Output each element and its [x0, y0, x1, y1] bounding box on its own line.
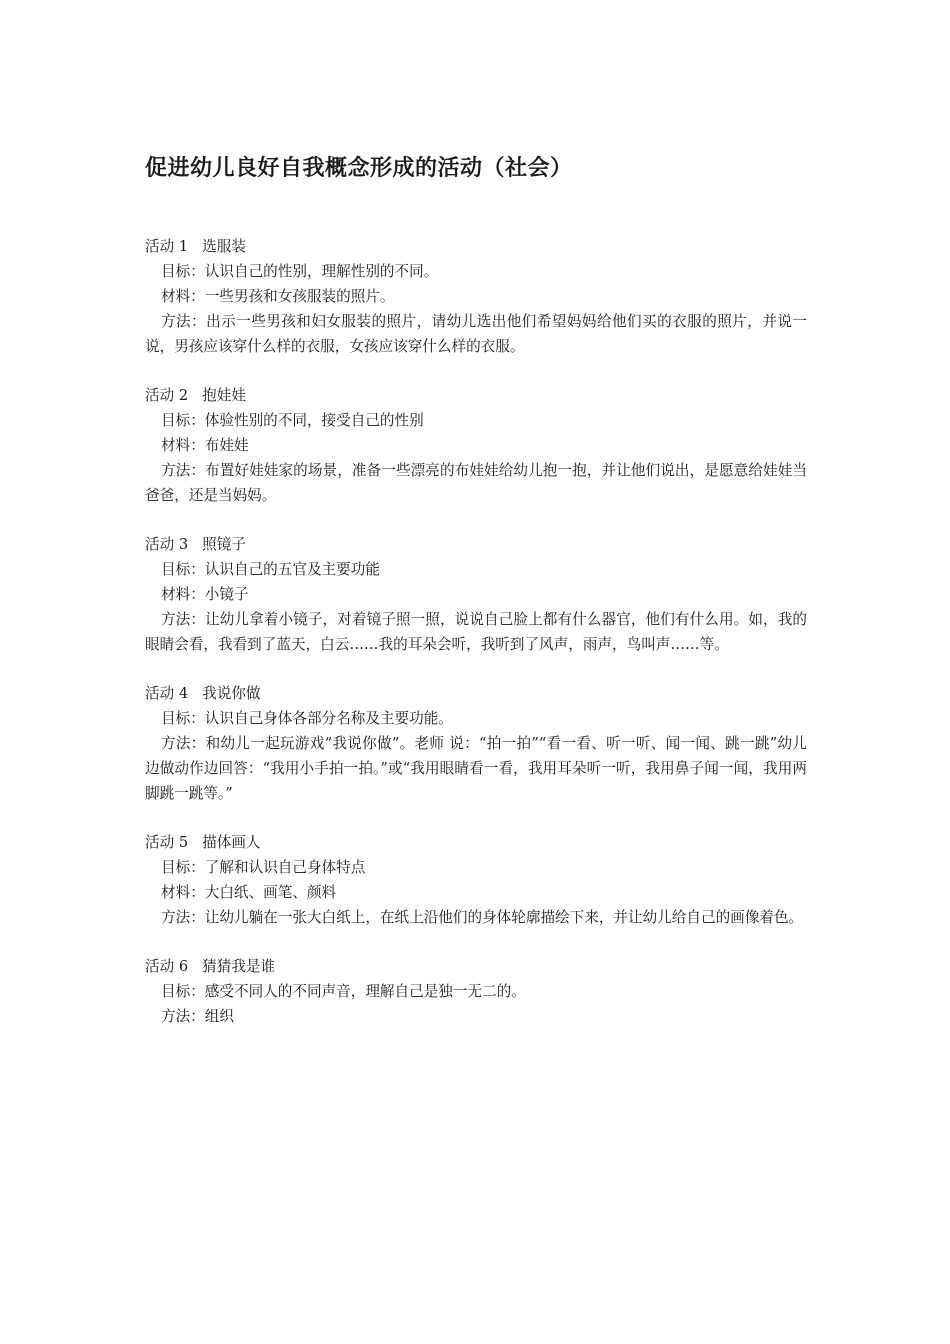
activity-list: [145, 234, 807, 1053]
activity-material: 材料：一些男孩和女孩服装的照片。: [161, 288, 395, 305]
activity-2: [145, 383, 807, 508]
activity-goal: 目标：了解和认识自己身体特点: [161, 859, 366, 876]
activity-heading: [145, 383, 807, 408]
activity-goal: 目标：体验性别的不同，接受自己的性别: [161, 412, 424, 429]
activity-method: 方法：组织: [161, 1008, 234, 1025]
activity-method: 方法：出示一些男孩和妇女服装的照片，请幼儿选出他们希望妈妈给他们买的衣服的照片，并说一说，男孩应该穿什么样的衣服，女孩应该穿什么样的衣服。: [145, 313, 807, 355]
activity-heading: [145, 234, 807, 259]
activity-name: 选服装: [202, 238, 246, 255]
activity-number: 活动 3: [145, 536, 189, 553]
activity-heading: [145, 532, 807, 557]
activity-heading: [145, 830, 807, 855]
activity-heading: [145, 681, 807, 706]
activity-name: 抱娃娃: [202, 387, 246, 404]
activity-heading: [145, 954, 807, 979]
activity-method: 方法：布置好娃娃家的场景，准备一些漂亮的布娃娃给幼儿抱一抱，并让他们说出，是愿意给娃娃当爸爸，还是当妈妈。: [145, 462, 807, 504]
activity-method: 方法：让幼儿躺在一张大白纸上，在纸上沿他们的身体轮廓描绘下来，并让幼儿给自己的画像着色。: [161, 909, 804, 926]
activity-goal: 目标：认识自己身体各部分名称及主要功能。: [161, 710, 453, 727]
activity-method: 方法：和幼儿一起玩游戏“我说你做”。老师 说：“拍一拍”“看一看、听一听、闻一闻、跳一跳”幼儿边做动作边回答：“我用小手拍一拍。”或“我用眼睛看一看，我用耳朵听一听，我用鼻子闻一闻，我用两脚跳一跳等。”: [145, 735, 807, 802]
activity-3: [145, 532, 807, 657]
activity-material: 材料：大白纸、画笔、颜料: [161, 884, 337, 901]
activity-number: 活动 6: [145, 958, 189, 975]
activity-number: 活动 5: [145, 834, 189, 851]
activity-name: 我说你做: [202, 685, 261, 702]
activity-5: [145, 830, 807, 930]
activity-number: 活动 2: [145, 387, 189, 404]
activity-1: [145, 234, 807, 359]
activity-material: 材料：布娃娃: [161, 437, 249, 454]
activity-name: 照镜子: [202, 536, 246, 553]
activity-name: 描体画人: [202, 834, 261, 851]
activity-name: 猜猜我是谁: [202, 958, 276, 975]
activity-4: [145, 681, 807, 806]
activity-6: [145, 954, 807, 1029]
activity-goal: 目标：认识自己的五官及主要功能: [161, 561, 380, 578]
activity-goal: 目标：感受不同人的不同声音，理解自己是独一无二的。: [161, 983, 526, 1000]
activity-goal: 目标：认识自己的性别，理解性别的不同。: [161, 263, 439, 280]
activity-material: 材料：小镜子: [161, 586, 249, 603]
document-title: 促进幼儿良好自我概念形成的活动（社会）: [145, 156, 573, 181]
activity-number: 活动 1: [145, 238, 189, 255]
activity-number: 活动 4: [145, 685, 189, 702]
activity-method: 方法：让幼儿拿着小镜子，对着镜子照一照，说说自己脸上都有什么器官，他们有什么用。如，我的眼睛会看，我看到了蓝天，白云……我的耳朵会听，我听到了风声，雨声，鸟叫声……等。: [145, 611, 807, 653]
